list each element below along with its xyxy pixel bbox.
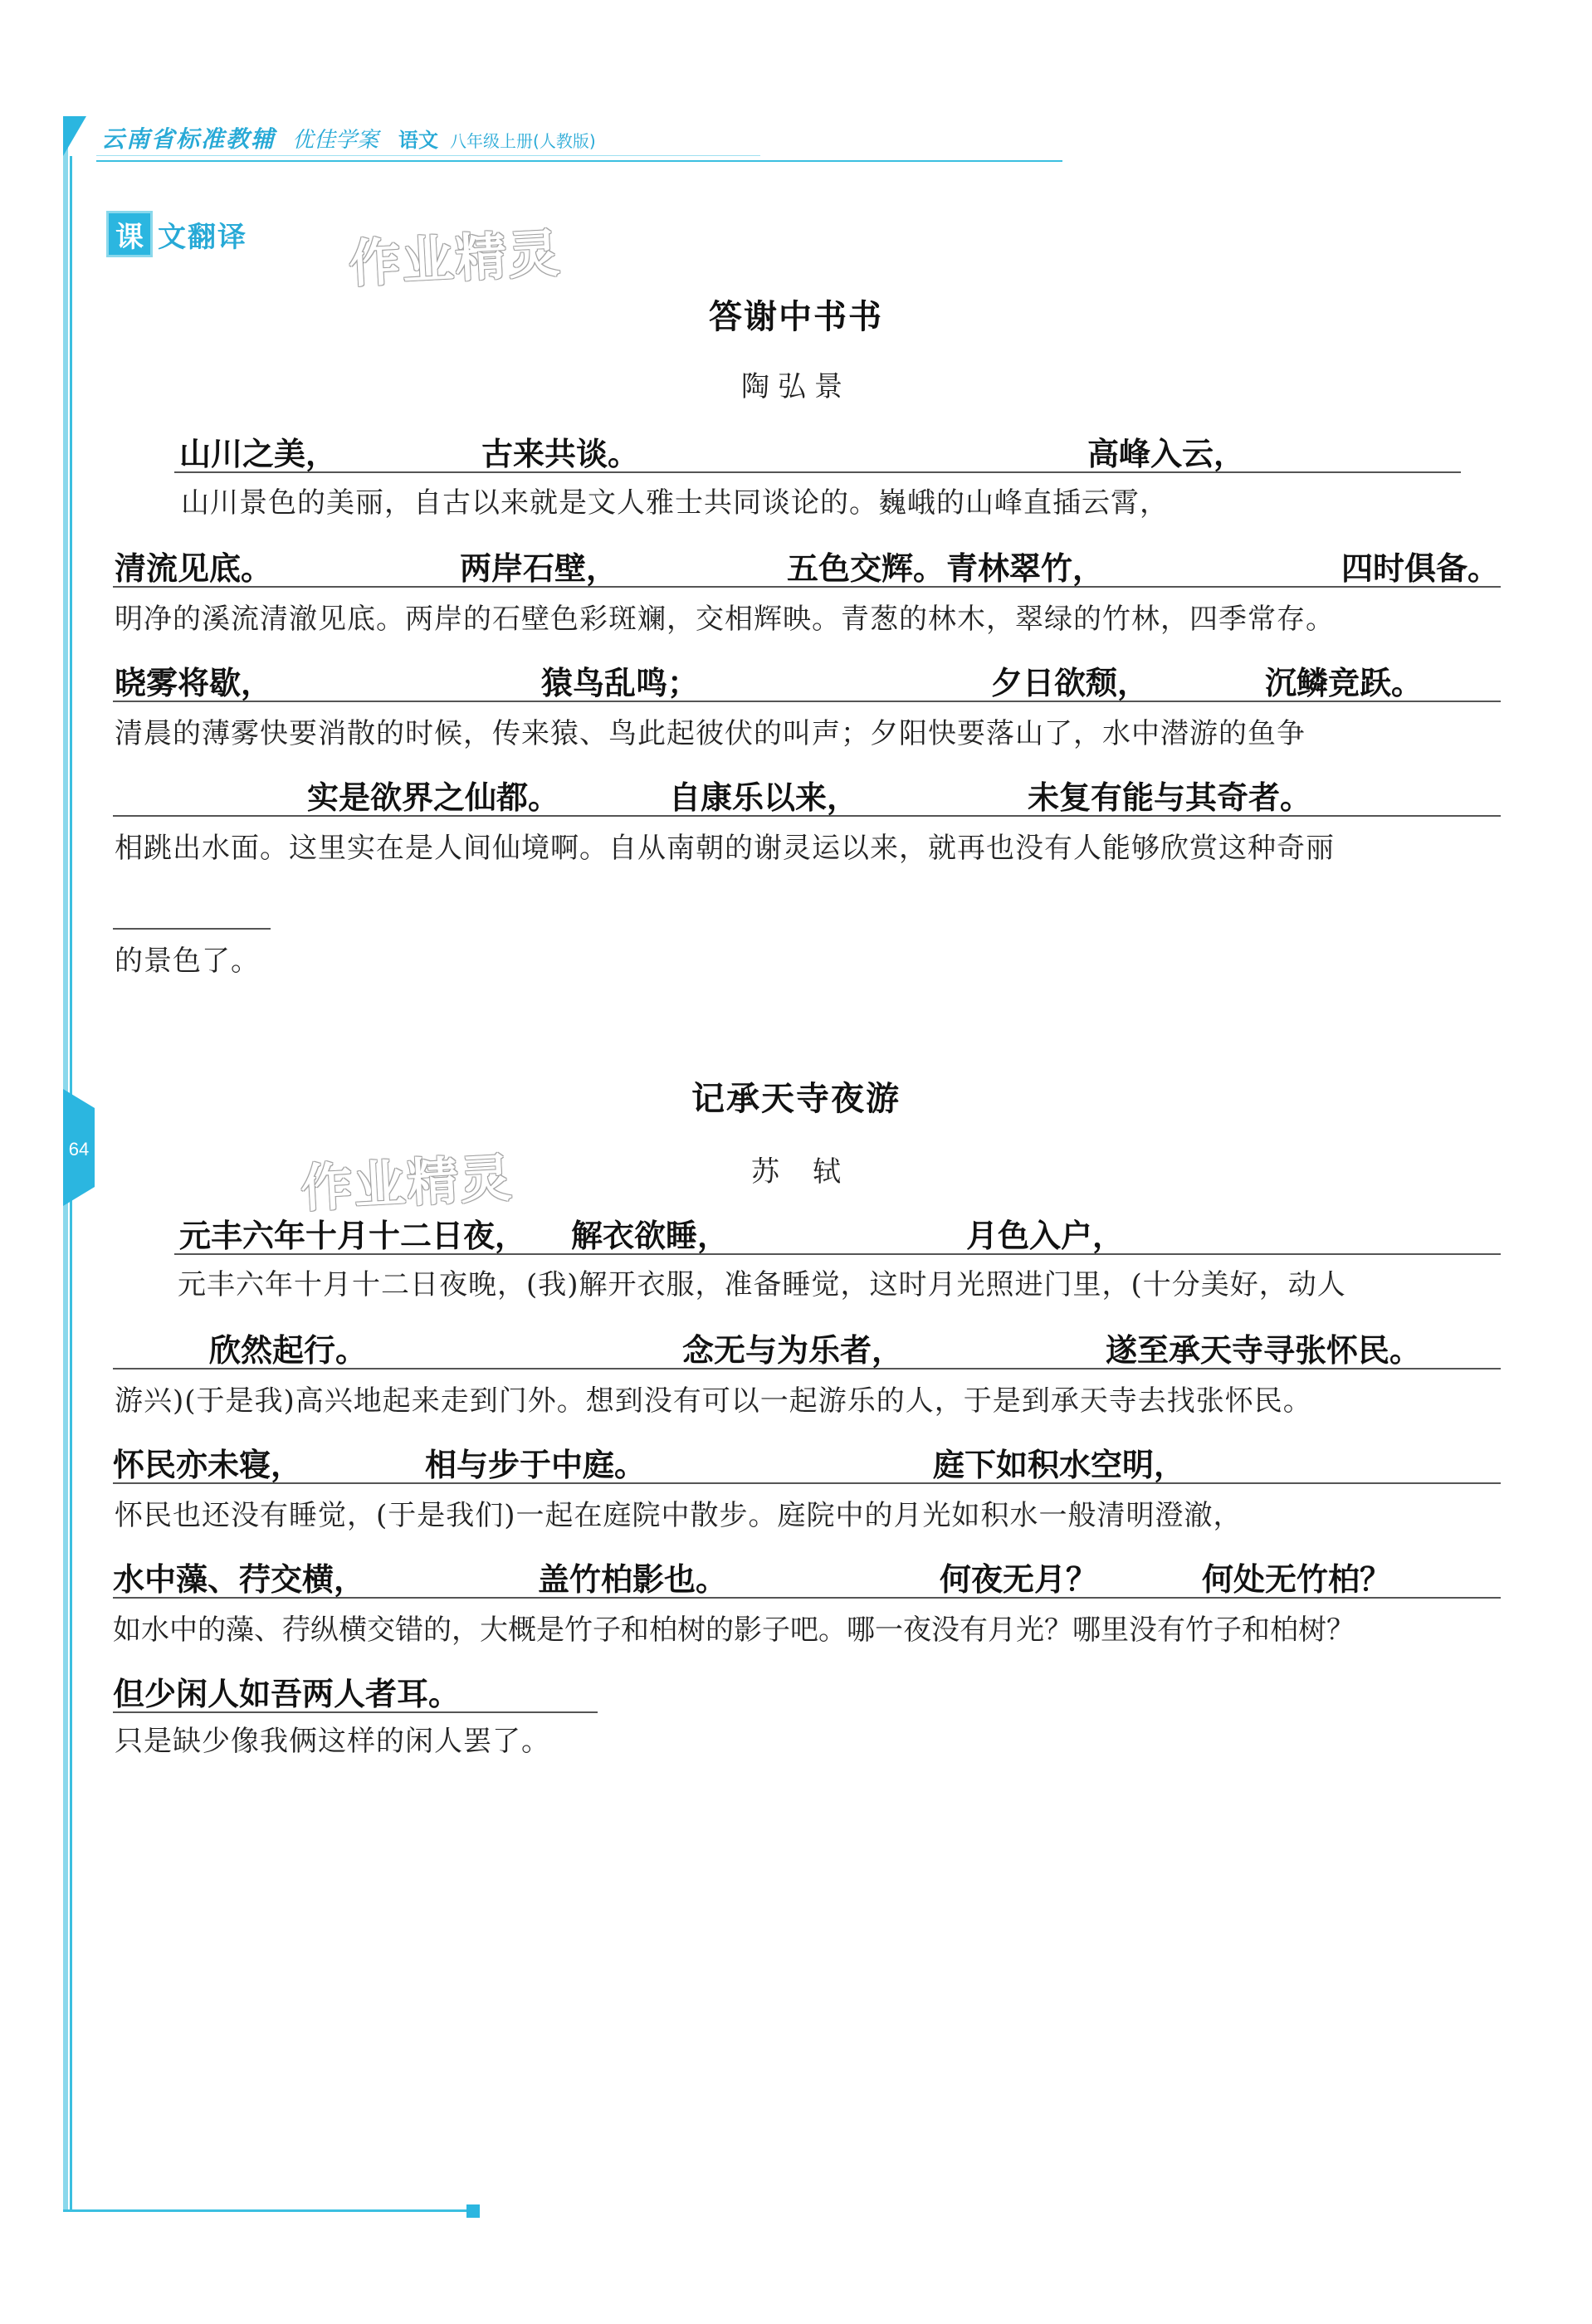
original-phrase: 遂至承天寺寻张怀民。 xyxy=(1106,1331,1422,1369)
text2-author: 苏轼 xyxy=(751,1155,874,1189)
running-header xyxy=(101,121,596,154)
original-phrase: 怀民亦未寝， xyxy=(113,1446,303,1483)
watermark: 作业精灵 xyxy=(299,1147,515,1219)
text2-title: 记承天寺夜游 xyxy=(691,1080,901,1118)
subject-name: 语文 xyxy=(398,129,439,152)
original-phrase: 何夜无月？ xyxy=(940,1560,1098,1598)
original-phrase: 月色入户， xyxy=(966,1217,1125,1254)
header-rule-thin xyxy=(96,155,760,156)
translation-line: 清晨的薄雾快要消散的时候，传来猿、鸟此起彼伏的叫声；夕阳快要落山了，水中潜游的鱼争 xyxy=(115,717,1306,750)
original-phrase: 猿鸟乱鸣； xyxy=(541,664,700,701)
original-phrase: 未复有能与其奇者。 xyxy=(1028,779,1312,816)
original-line xyxy=(113,1436,1501,1484)
original-phrase: 山川之美， xyxy=(179,435,338,472)
translation-line: 只是缺少像我俩这样的闲人罢了。 xyxy=(115,1725,550,1758)
watermark: 作业精灵 xyxy=(347,222,564,295)
original-phrase: 两岸石壁， xyxy=(460,549,618,587)
series-name: 云南省标准教辅 xyxy=(101,125,276,153)
section-heading xyxy=(106,211,247,257)
original-phrase: 元丰六年十月十二日夜， xyxy=(179,1217,527,1254)
original-phrase: 念无与为乐者， xyxy=(682,1331,904,1369)
page-number: 64 xyxy=(68,1139,90,1160)
original-phrase: 但少闲人如吾两人者耳。 xyxy=(113,1675,461,1712)
original-phrase: 古来共谈。 xyxy=(481,435,640,472)
original-phrase: 四时俱备。 xyxy=(1341,549,1500,587)
translation-line: 明净的溪流清澈见底。两岸的石壁色彩斑斓，交相辉映。青葱的林木，翠绿的竹林，四季常存。 xyxy=(115,603,1335,636)
original-line xyxy=(174,1207,1501,1255)
translation-line: 游兴)(于是我)高兴地起来走到门外。想到没有可以一起游乐的人，于是到承天寺去找张怀民。 xyxy=(115,1384,1312,1418)
grade-label: 八年级上册(人教版) xyxy=(450,131,596,151)
translation-line: 元丰六年十月十二日夜晚，(我)解开衣服，准备睡觉，这时月光照进门里，(十分美好，动人 xyxy=(178,1268,1346,1301)
section-badge: 课 xyxy=(106,211,153,257)
original-phrase: 相与步于中庭。 xyxy=(425,1446,647,1483)
original-line xyxy=(113,1321,1501,1370)
original-line xyxy=(113,1665,598,1713)
footer-square xyxy=(466,2204,480,2218)
footer-line xyxy=(63,2209,478,2212)
original-phrase: 水中藻、荇交横， xyxy=(113,1560,366,1598)
text1-title: 答谢中书书 xyxy=(709,298,883,336)
original-line xyxy=(113,540,1501,588)
original-line xyxy=(113,769,1501,817)
original-phrase: 欣然起行。 xyxy=(209,1331,368,1369)
original-phrase: 晓雾将歇， xyxy=(115,664,273,701)
original-phrase: 清流见底。 xyxy=(115,549,273,587)
page-tab-notch-bottom xyxy=(63,1187,95,1206)
original-line xyxy=(113,1550,1501,1599)
original-phrase: 高峰入云， xyxy=(1087,435,1246,472)
original-phrase: 庭下如积水空明， xyxy=(933,1446,1186,1483)
section-title: 文翻译 xyxy=(158,220,247,254)
original-phrase: 五色交辉。 xyxy=(787,549,945,587)
translation-line: 相跳出水面。这里实在是人间仙境啊。自从南朝的谢灵运以来，就再也没有人能够欣赏这种奇丽 xyxy=(115,832,1335,865)
translation-line: 山川景色的美丽，自古以来就是文人雅士共同谈论的。巍峨的山峰直插云霄， xyxy=(181,486,1169,520)
text1-author: 陶弘景 xyxy=(741,370,851,403)
original-phrase: 沉鳞竞跃。 xyxy=(1265,664,1424,701)
book-name: 优佳学案 xyxy=(292,128,379,153)
original-phrase: 实是欲界之仙都。 xyxy=(307,779,560,816)
original-phrase: 盖竹柏影也。 xyxy=(538,1560,728,1598)
original-phrase: 青林翠竹， xyxy=(946,549,1105,587)
original-phrase: 解衣欲睡， xyxy=(571,1217,730,1254)
translation-line: 的景色了。 xyxy=(115,945,260,978)
original-phrase: 自康乐以来， xyxy=(669,779,859,816)
original-phrase: 何处无竹柏？ xyxy=(1202,1560,1392,1598)
header-corner-mark xyxy=(63,116,86,156)
original-line xyxy=(113,654,1501,702)
original-line xyxy=(113,881,271,930)
translation-line: 怀民也还没有睡觉，(于是我们)一起在庭院中散步。庭院中的月光如积水一般清明澄澈， xyxy=(115,1499,1243,1532)
original-phrase: 夕日欲颓， xyxy=(991,664,1150,701)
header-rule xyxy=(96,160,1062,162)
original-line xyxy=(174,425,1461,473)
translation-line: 如水中的藻、荇纵横交错的，大概是竹子和柏树的影子吧。哪一夜没有月光？哪里没有竹子和柏树？ xyxy=(113,1614,1355,1647)
